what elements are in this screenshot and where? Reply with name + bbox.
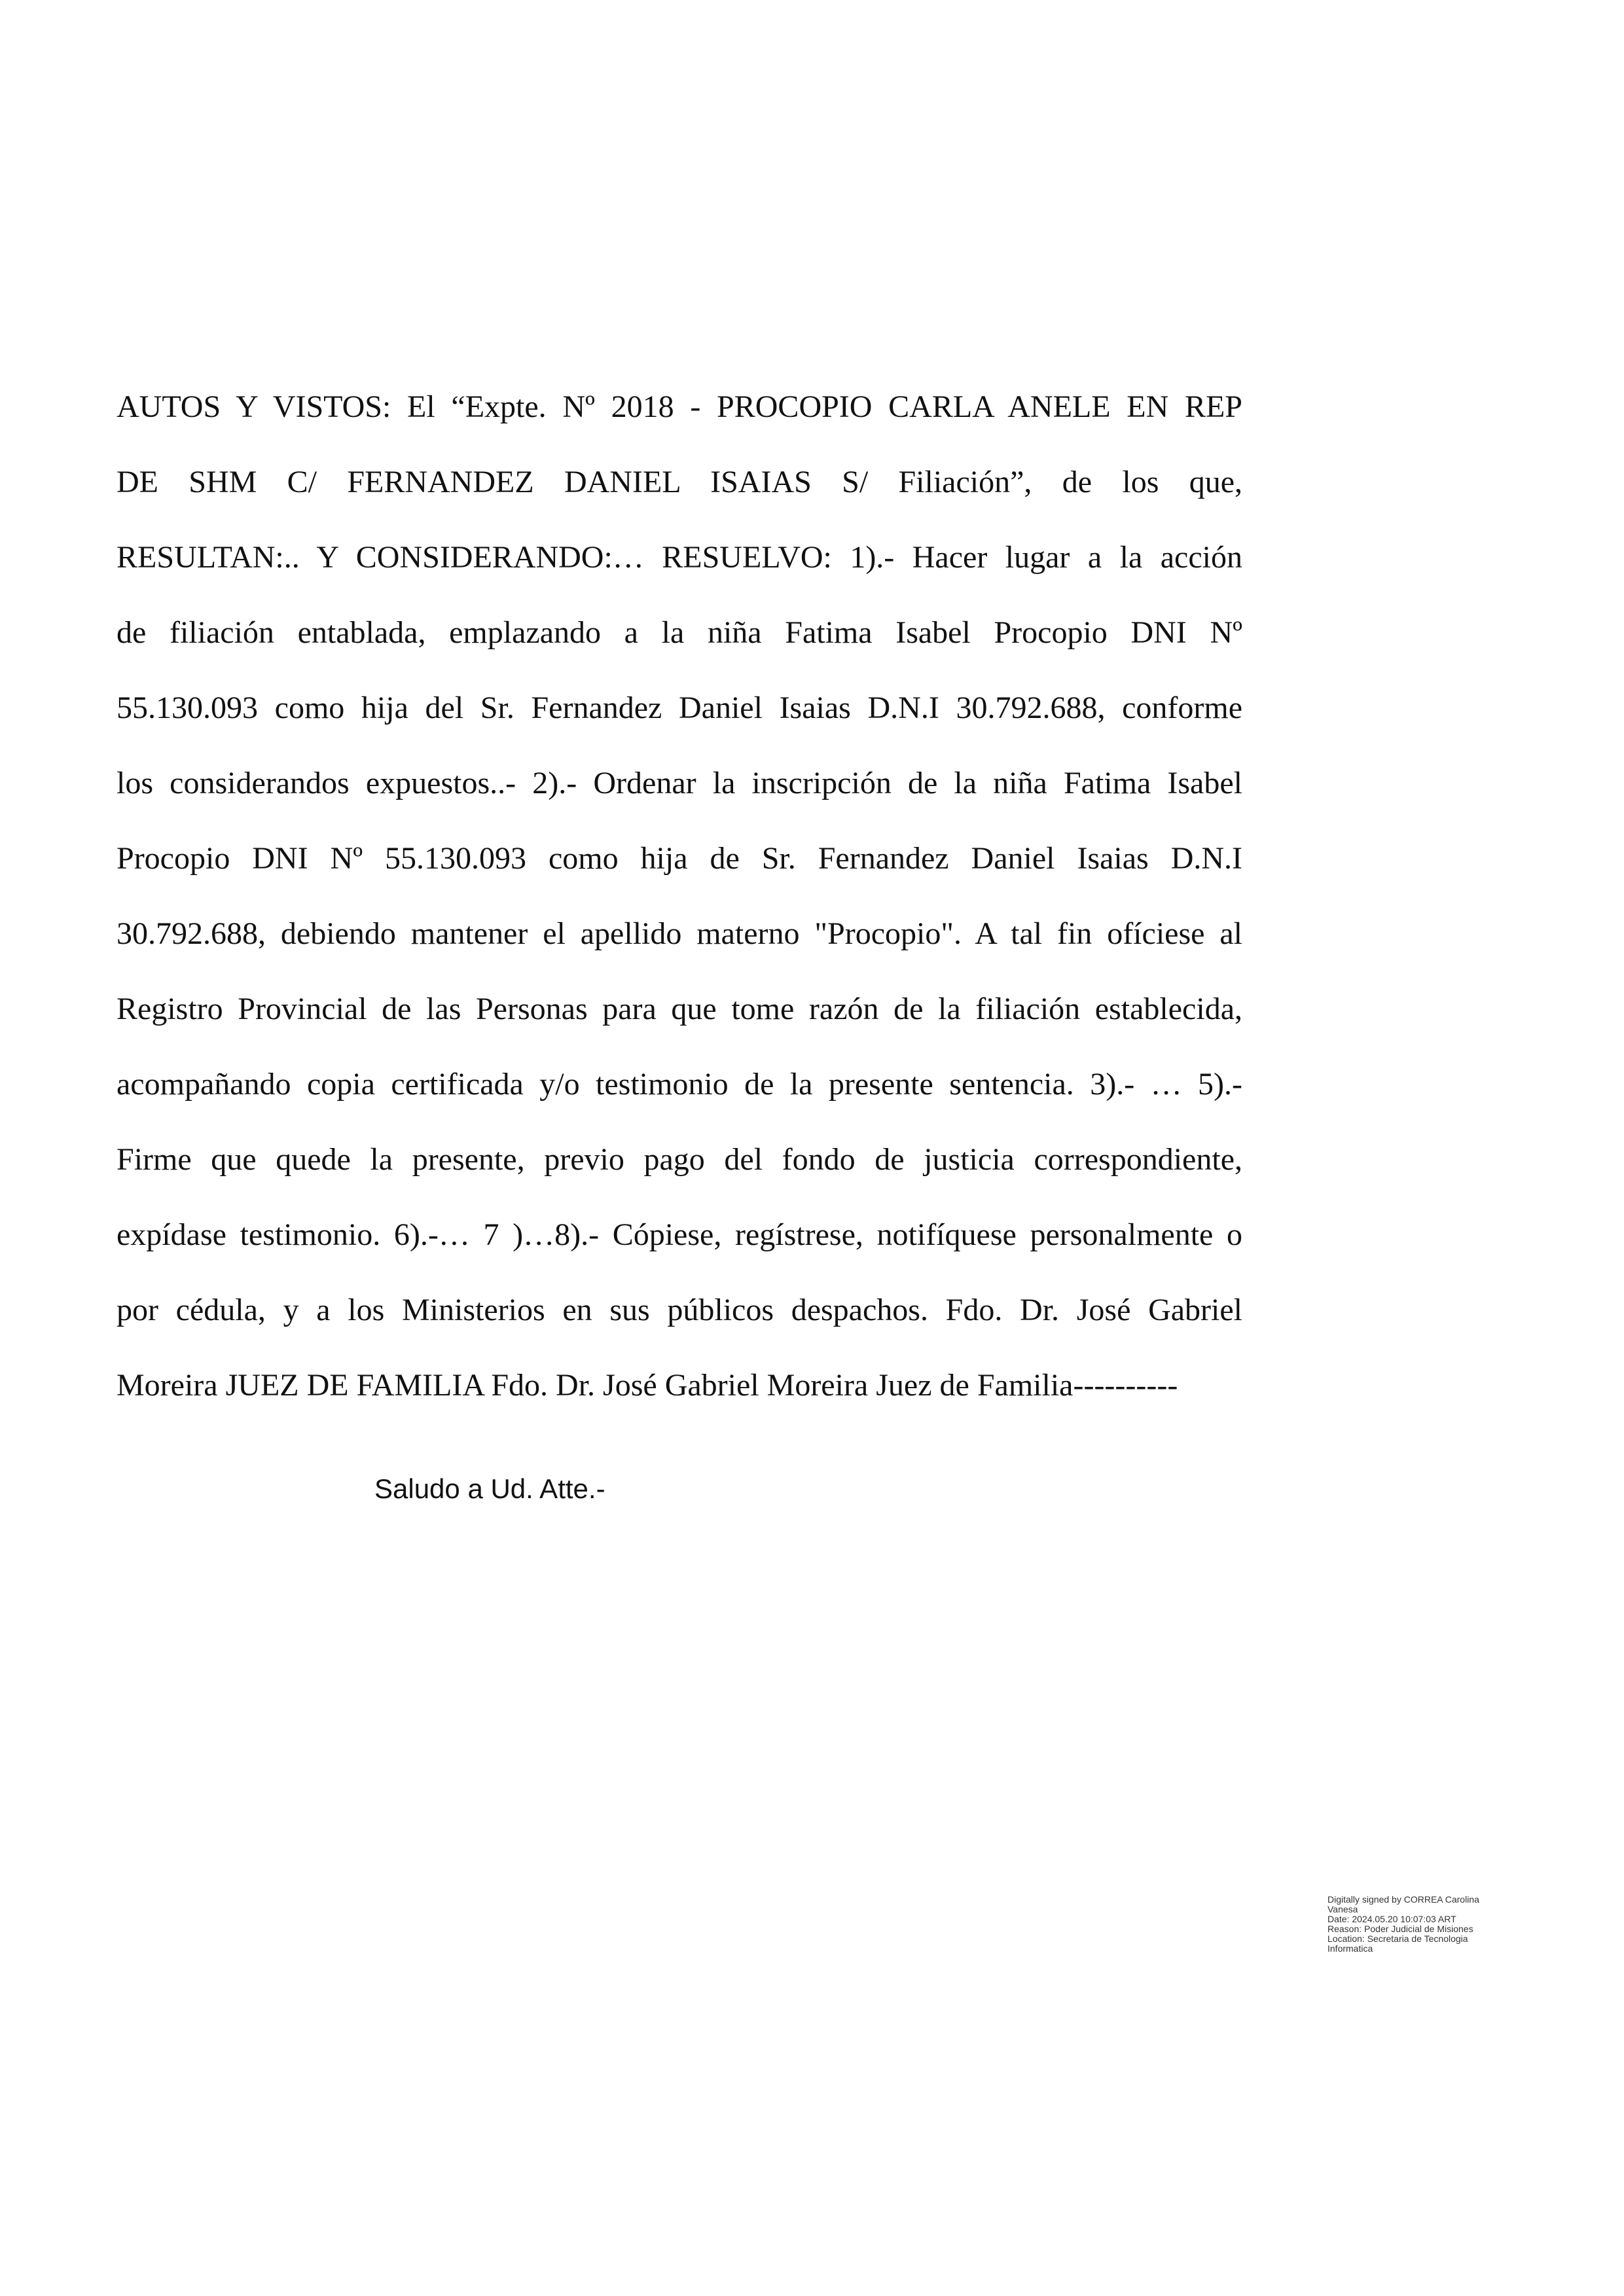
signature-line: Informatica (1327, 1943, 1373, 1954)
body-line: Firme que quede la presente, previo pago del fondo de justicia correspondiente, (117, 1142, 1242, 1177)
body-line: expídase testimonio. 6).-… 7 )…8).- Cópiese, regístrese, notifíquese personalmente o (117, 1217, 1242, 1252)
signature-location: Location: Secretaria de Tecnologia (1327, 1933, 1468, 1944)
signature-date: Date: 2024.05.20 10:07:03 ART (1327, 1914, 1456, 1924)
signature-reason: Reason: Poder Judicial de Misiones (1327, 1924, 1473, 1934)
body-line: AUTOS Y VISTOS: El “Expte. Nº 2018 - PROCOPIO CARLA ANELE EN REP (117, 389, 1242, 424)
signature-line: Digitally signed by CORREA Carolina (1327, 1894, 1479, 1905)
digital-signature-stamp (1327, 1895, 1537, 1954)
closing-salutation: Saludo a Ud. Atte.- (374, 1473, 605, 1504)
body-line: 30.792.688, debiendo mantener el apellido materno "Procopio". A tal fin ofíciese al (117, 916, 1242, 951)
body-line: DE SHM C/ FERNANDEZ DANIEL ISAIAS S/ Filiación”, de los que, (117, 465, 1242, 499)
body-line: los considerandos expuestos..- 2).- Ordenar la inscripción de la niña Fatima Isabel (117, 766, 1242, 800)
body-line: Procopio DNI Nº 55.130.093 como hija de Sr. Fernandez Daniel Isaias D.N.I (117, 841, 1242, 876)
body-line: 55.130.093 como hija del Sr. Fernandez Daniel Isaias D.N.I 30.792.688, conforme (117, 691, 1242, 725)
body-line: acompañando copia certificada y/o testimonio de la presente sentencia. 3).- … 5).- (117, 1067, 1242, 1102)
body-line: por cédula, y a los Ministerios en sus públicos despachos. Fdo. Dr. José Gabriel (117, 1293, 1242, 1327)
body-line: RESULTAN:.. Y CONSIDERANDO:… RESUELVO: 1).- Hacer lugar a la acción (117, 540, 1242, 575)
body-line: Registro Provincial de las Personas para que tome razón de la filiación establecida, (117, 992, 1242, 1026)
body-line-last: Moreira JUEZ DE FAMILIA Fdo. Dr. José Gabriel Moreira Juez de Familia---------- (117, 1368, 1178, 1403)
body-line: de filiación entablada, emplazando a la niña Fatima Isabel Procopio DNI Nº (117, 615, 1242, 650)
signature-line: Vanesa (1327, 1904, 1358, 1914)
resolution-body (117, 369, 1242, 1423)
